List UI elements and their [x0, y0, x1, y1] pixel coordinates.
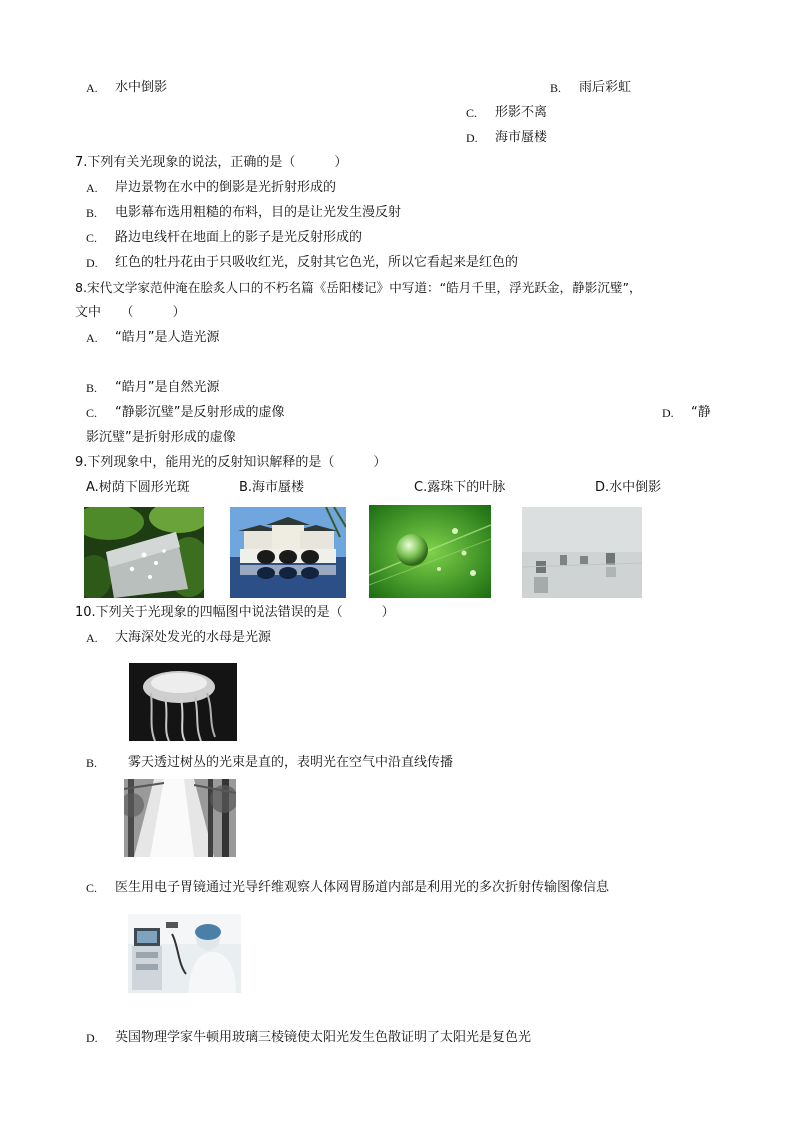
option-text: 医生用电子胃镜通过光导纤维观察人体网胃肠道内部是利用光的多次折射传输图像信息 — [115, 880, 610, 895]
option-text-continued: 影沉璧”是折射形成的虚像 — [86, 430, 236, 445]
question-stem: 8.宋代文学家范仲淹在脍炙人口的不朽名篇《岳阳楼记》中写道：“皓月千里，浮光跃金，静影沉璧”， — [75, 280, 642, 295]
foggy-forest-light-beams-image — [124, 779, 236, 857]
option-text: 大海深处发光的水母是光源 — [115, 630, 272, 645]
option-letter: A. — [86, 331, 98, 345]
question-stem-continued: 文中 （ ） — [75, 305, 186, 320]
option-text: D.水中倒影 — [595, 480, 662, 495]
tree-shade-light-spots-image — [84, 507, 204, 598]
option-text: 水中倒影 — [115, 80, 168, 95]
water-reflection-image — [522, 507, 642, 598]
option-letter: D. — [662, 406, 674, 420]
option-letter: D. — [466, 131, 478, 145]
option-text: 形影不离 — [495, 105, 548, 120]
option-text: 红色的牡丹花由于只吸收红光，反射其它色光，所以它看起来是红色的 — [115, 255, 519, 270]
option-letter: C. — [86, 406, 98, 420]
question-stem: 10.下列关于光现象的四幅图中说法错误的是（ ） — [75, 605, 395, 620]
dewdrop-leaf-image — [369, 505, 491, 598]
question-stem: 9.下列现象中，能用光的反射知识解释的是（ ） — [75, 455, 387, 470]
option-letter: A. — [86, 631, 98, 645]
jellyfish-image — [129, 663, 237, 741]
option-letter: B. — [86, 756, 98, 770]
option-letter: C. — [86, 231, 98, 245]
option-text: B.海市蜃楼 — [239, 480, 305, 495]
option-text: 路边电线杆在地面上的影子是光反射形成的 — [115, 230, 363, 245]
option-letter: B. — [86, 381, 98, 395]
option-text: 雨后彩虹 — [579, 80, 632, 95]
option-letter: C. — [86, 881, 98, 895]
endoscope-doctor-image — [128, 914, 241, 993]
option-text: “皓月”是人造光源 — [115, 330, 220, 345]
question-stem: 7.下列有关光现象的说法，正确的是（ ） — [75, 155, 348, 170]
mirage-pavilion-image — [230, 507, 346, 598]
option-text: 电影幕布选用粗糙的布料，目的是让光发生漫反射 — [115, 205, 402, 220]
option-letter: C. — [466, 106, 478, 120]
option-letter: A. — [86, 81, 98, 95]
option-text: A.树荫下圆形光斑 — [86, 480, 190, 495]
option-text: 岸边景物在水中的倒影是光折射形成的 — [115, 180, 337, 195]
option-text: C.露珠下的叶脉 — [414, 480, 506, 495]
option-letter: B. — [550, 81, 562, 95]
option-letter: D. — [86, 1031, 98, 1045]
option-letter: B. — [86, 206, 98, 220]
option-text: 英国物理学家牛顿用玻璃三棱镜使太阳光发生色散证明了太阳光是复色光 — [115, 1030, 532, 1045]
option-text: “静影沉璧”是反射形成的虚像 — [115, 405, 285, 420]
option-letter: D. — [86, 256, 98, 270]
option-letter: A. — [86, 181, 98, 195]
option-text: 海市蜃楼 — [495, 130, 548, 145]
option-text: 雾天透过树丛的光束是直的，表明光在空气中沿直线传播 — [128, 755, 454, 770]
option-text: “静 — [691, 405, 711, 420]
option-text: “皓月”是自然光源 — [115, 380, 220, 395]
